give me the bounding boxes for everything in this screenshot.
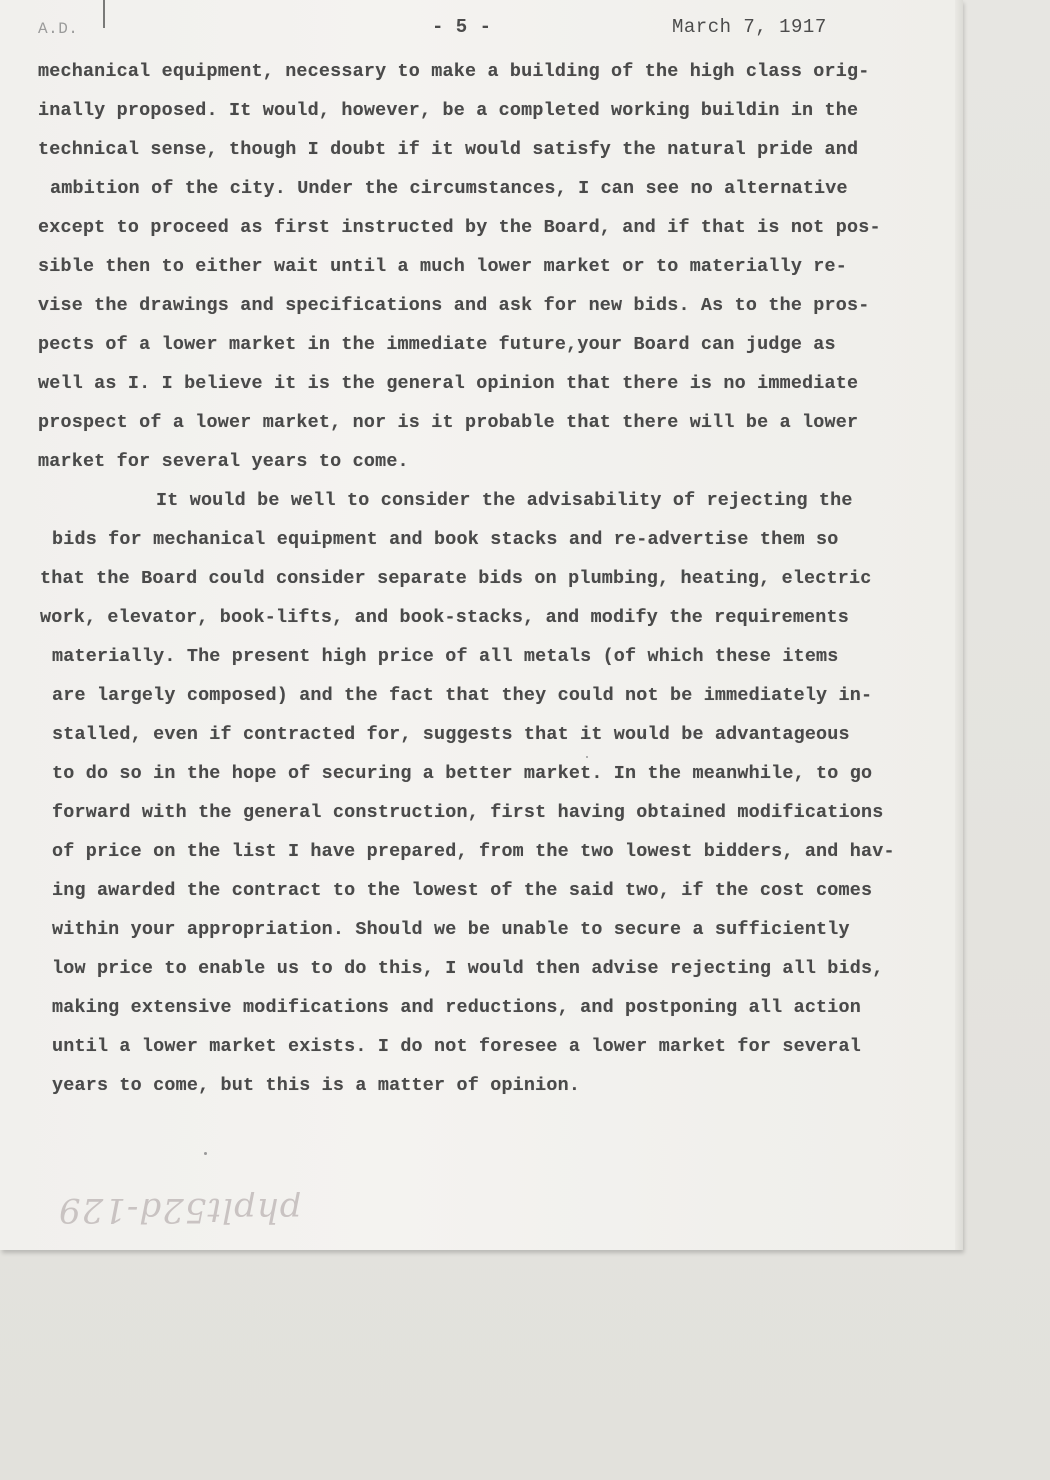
text-line: making extensive modifications and reductions, and postponing all action — [52, 997, 862, 1018]
text-line: except to proceed as first instructed by the Board, and if that is not pos- — [38, 217, 881, 238]
page-edge-shadow — [955, 0, 963, 1250]
text-line: inally proposed. It would, however, be a completed working buildin in the — [38, 100, 859, 121]
text-line: ing awarded the contract to the lowest of the said two, if the cost comes — [52, 880, 873, 901]
text-line: years to come, but this is a matter of opinion. — [52, 1075, 581, 1096]
text-line: It would be well to consider the advisability of rejecting the — [156, 490, 853, 511]
paper-speck — [204, 1152, 207, 1155]
text-line: of price on the list I have prepared, from the two lowest bidders, and hav- — [52, 841, 895, 862]
text-line: that the Board could consider separate bids on plumbing, heating, electric — [40, 568, 872, 589]
text-line: to do so in the hope of securing a better market. In the meanwhile, to go — [52, 763, 873, 784]
text-line: ambition of the city. Under the circumstances, I can see no alternative — [50, 178, 848, 199]
text-line: bids for mechanical equipment and book stacks and re-advertise them so — [52, 529, 839, 550]
text-line: within your appropriation. Should we be unable to secure a sufficiently — [52, 919, 850, 940]
text-line: are largely composed) and the fact that they could not be immediately in- — [52, 685, 873, 706]
letter-date: March 7, 1917 — [672, 16, 827, 38]
letter-body — [38, 52, 938, 1105]
text-line: prospect of a lower market, nor is it probable that there will be a lower — [38, 412, 859, 433]
text-line: forward with the general construction, first having obtained modifications — [52, 802, 884, 823]
text-line: sible then to either wait until a much lower market or to materially re- — [38, 256, 848, 277]
page-header — [0, 16, 962, 42]
paragraph-1 — [38, 52, 938, 481]
text-line: work, elevator, book-lifts, and book-stacks, and modify the requirements — [40, 607, 850, 628]
text-line: until a lower market exists. I do not foresee a lower market for several — [52, 1036, 862, 1057]
handwritten-archive-note: phplt52d-129 — [58, 1190, 302, 1230]
text-line: well as I. I believe it is the general opinion that there is no immediate — [38, 373, 859, 394]
text-line: technical sense, though I doubt if it would satisfy the natural pride and — [38, 139, 859, 160]
text-line: materially. The present high price of all metals (of which these items — [52, 646, 839, 667]
text-line: mechanical equipment, necessary to make a building of the high class orig- — [38, 61, 870, 82]
text-line: market for several years to come. — [38, 451, 409, 472]
text-line: low price to enable us to do this, I would then advise rejecting all bids, — [52, 958, 884, 979]
text-line: pects of a lower market in the immediate future,your Board can judge as — [38, 334, 836, 355]
text-line: vise the drawings and specifications and ask for new bids. As to the pros- — [38, 295, 870, 316]
author-initials: A.D. — [38, 20, 79, 38]
paragraph-2 — [38, 481, 938, 1105]
text-line: stalled, even if contracted for, suggests that it would be advantageous — [52, 724, 850, 745]
paper-speck — [586, 756, 588, 758]
page-number: - 5 - — [432, 16, 492, 38]
